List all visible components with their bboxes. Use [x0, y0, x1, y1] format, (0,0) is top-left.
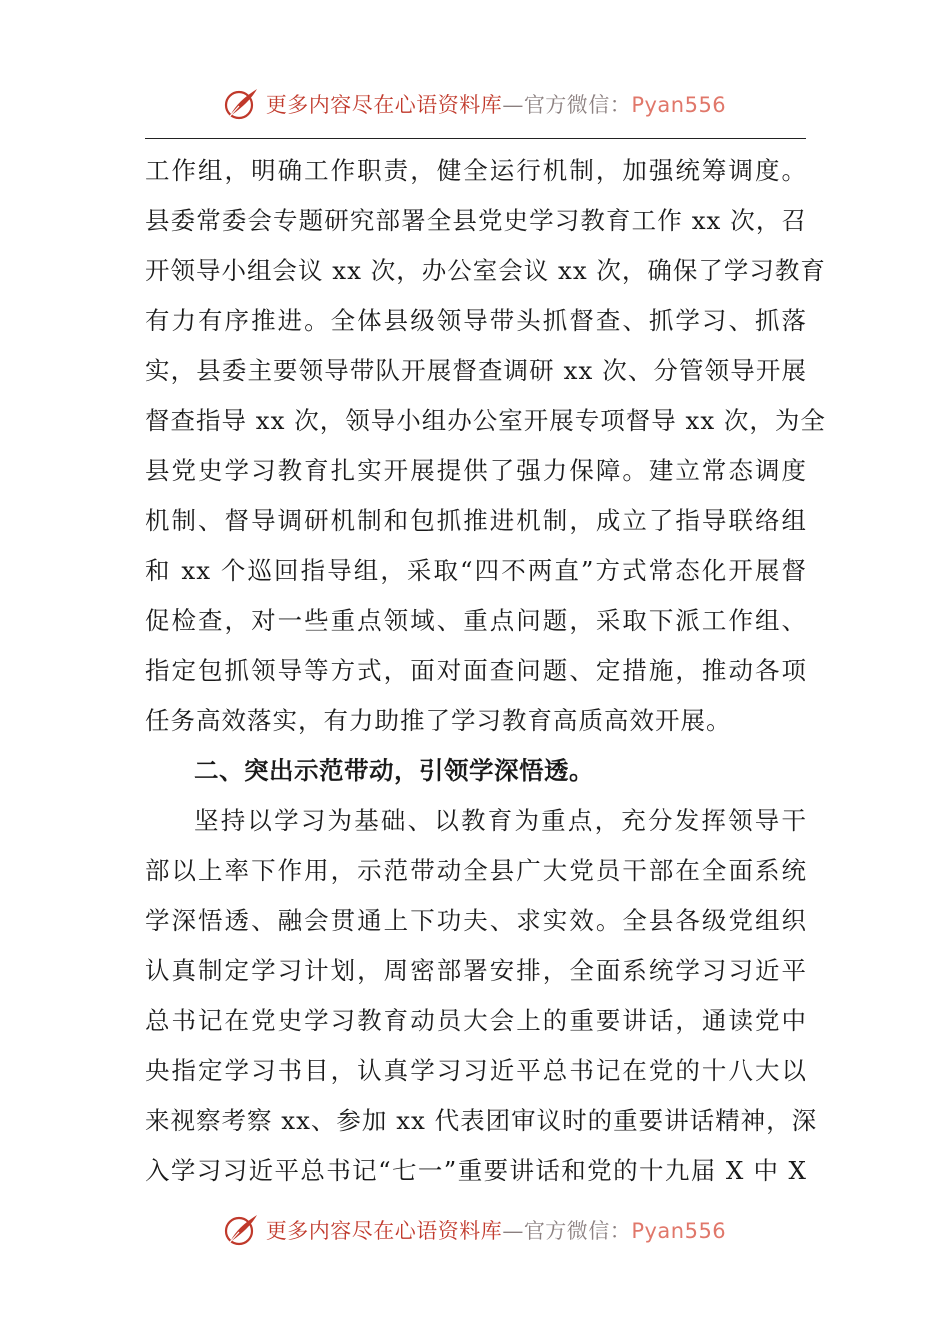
watermark-dash: — — [502, 1219, 524, 1243]
watermark-brand: 更多内容尽在心语资料库 — [265, 1219, 503, 1243]
text-line: 坚持以学习为基础、以教育为重点，充分发挥领导干 — [194, 806, 807, 835]
watermark-text — [266, 1215, 726, 1245]
text-line: 总书记在党史学习教育动员大会上的重要讲话，通读党中 — [145, 1006, 807, 1035]
section-heading: 二、突出示范带动，引领学深悟透。 — [194, 756, 594, 785]
text-line: 来视察考察 xx、参加 xx 代表团审议时的重要讲话精神，深 — [145, 1106, 818, 1135]
text-line: 任务高效落实，有力助推了学习教育高质高效开展。 — [145, 706, 732, 735]
text-line: 机制、督导调研机制和包抓推进机制，成立了指导联络组 — [145, 506, 807, 535]
footer-watermark-banner — [0, 1208, 950, 1252]
header-watermark-banner — [0, 82, 950, 126]
watermark-text — [266, 89, 726, 119]
text-line: 部以上率下作用，示范带动全县广大党员干部在全面系统 — [145, 856, 807, 885]
text-line: 指定包抓领导等方式，面对面查问题、定措施，推动各项 — [145, 656, 807, 685]
watermark-account: Pyan556 — [631, 1219, 727, 1243]
text-line: 实，县委主要领导带队开展督查调研 xx 次、分管领导开展 — [145, 356, 807, 385]
text-line: 有力有序推进。全体县级领导带头抓督查、抓学习、抓落 — [145, 306, 807, 335]
text-line: 县委常委会专题研究部署全县党史学习教育工作 xx 次，召 — [145, 206, 807, 235]
text-line: 促检查，对一些重点领域、重点问题，采取下派工作组、 — [145, 606, 807, 635]
watermark-channel: 官方微信： — [523, 93, 632, 117]
text-line: 工作组，明确工作职责，健全运行机制，加强统筹调度。 — [145, 156, 807, 185]
text-line: 县党史学习教育扎实开展提供了强力保障。建立常态调度 — [145, 456, 807, 485]
quill-logo-icon — [224, 86, 260, 122]
text-line: 督查指导 xx 次，领导小组办公室开展专项督导 xx 次，为全 — [145, 406, 826, 435]
header-divider — [145, 138, 806, 139]
text-line: 学深悟透、融会贯通上下功夫、求实效。全县各级党组织 — [145, 906, 807, 935]
watermark-channel: 官方微信： — [523, 1219, 632, 1243]
text-line: 认真制定学习计划，周密部署安排，全面系统学习习近平 — [145, 956, 807, 985]
text-line: 央指定学习书目，认真学习习近平总书记在党的十八大以 — [145, 1056, 807, 1085]
watermark-brand: 更多内容尽在心语资料库 — [265, 93, 503, 117]
text-line: 开领导小组会议 xx 次，办公室会议 xx 次，确保了学习教育 — [145, 256, 826, 285]
text-line: 和 xx 个巡回指导组，采取“四不两直”方式常态化开展督 — [145, 556, 807, 585]
document-body — [145, 146, 826, 1196]
watermark-dash: — — [502, 93, 524, 117]
text-line: 入学习习近平总书记“七一”重要讲话和党的十九届 X 中 X — [145, 1156, 807, 1185]
watermark-account: Pyan556 — [631, 93, 727, 117]
quill-logo-icon — [224, 1212, 260, 1248]
